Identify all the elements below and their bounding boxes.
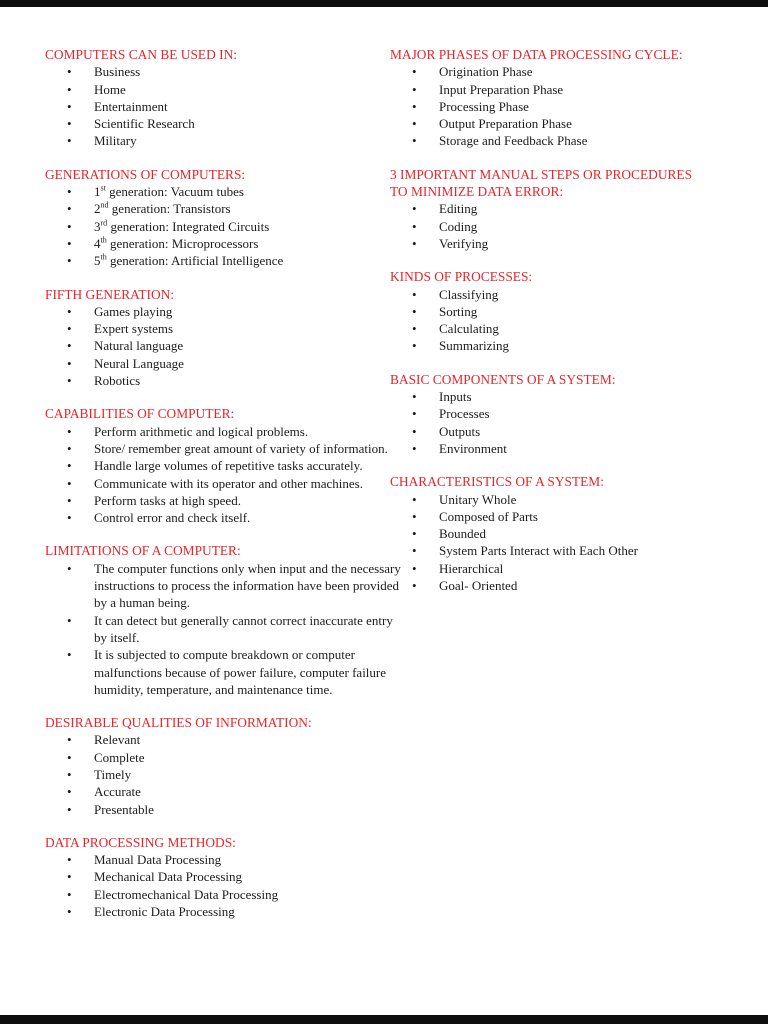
section-heading: FIFTH GENERATION: — [45, 286, 175, 302]
list-item: • Business — [45, 63, 403, 80]
list-item: • Store/ remember great amount of variety of information. — [45, 440, 403, 457]
section-heading: GENERATIONS OF COMPUTERS: — [45, 166, 246, 182]
list-item: • Verifying — [390, 235, 708, 252]
right-column — [390, 46, 708, 610]
list-item: • Calculating — [390, 320, 708, 337]
list-item: • Summarizing — [390, 337, 708, 354]
section — [45, 542, 403, 698]
list-item: • Accurate — [45, 783, 403, 800]
list-item: • Input Preparation Phase — [390, 81, 708, 98]
list-item: • Electronic Data Processing — [45, 903, 403, 920]
list-item: • Military — [45, 132, 403, 149]
section — [45, 834, 403, 920]
section-heading: CHARACTERISTICS OF A SYSTEM: — [390, 474, 604, 490]
section — [390, 473, 708, 594]
list-item: • Processing Phase — [390, 98, 708, 115]
ordinal-superscript: th — [100, 235, 107, 245]
bullet-list — [390, 388, 708, 457]
section-heading: DESIRABLE QUALITIES OF INFORMATION: — [45, 715, 312, 731]
list-item: • It can detect but generally cannot correct inaccurate entry by itself. — [45, 612, 403, 647]
section-heading: BASIC COMPONENTS OF A SYSTEM: — [390, 371, 616, 387]
bullet-list — [45, 423, 403, 527]
list-item: • 4th generation: Microprocessors — [45, 235, 403, 252]
list-item: • Classifying — [390, 286, 708, 303]
list-item: • Presentable — [45, 801, 403, 818]
list-item: • Entertainment — [45, 98, 403, 115]
ordinal-superscript: st — [100, 183, 106, 193]
section — [390, 46, 708, 150]
list-item: • Perform arithmetic and logical problems. — [45, 423, 403, 440]
list-item: • Complete — [45, 749, 403, 766]
ordinal-superscript: nd — [100, 201, 109, 211]
bullet-list — [390, 200, 708, 252]
section — [45, 405, 403, 526]
list-item: • Inputs — [390, 388, 708, 405]
list-item: • 2nd generation: Transistors — [45, 200, 403, 217]
list-item: • Robotics — [45, 372, 403, 389]
section-heading: DATA PROCESSING METHODS: — [45, 834, 236, 850]
list-item: • Timely — [45, 766, 403, 783]
bullet-list — [390, 491, 708, 595]
list-item: • Unitary Whole — [390, 491, 708, 508]
list-item: • Expert systems — [45, 320, 403, 337]
list-item: • Bounded — [390, 525, 708, 542]
list-item: • Environment — [390, 440, 708, 457]
list-item: • Perform tasks at high speed. — [45, 492, 403, 509]
list-item: • The computer functions only when input and the necessary instructions to process the information have been provided by a human being. — [45, 560, 403, 612]
bullet-list — [45, 63, 403, 149]
section — [45, 46, 403, 150]
ordinal-superscript: th — [100, 252, 107, 262]
section-heading: 3 IMPORTANT MANUAL STEPS OR PROCEDURES TO MINIMIZE DATA ERROR: — [390, 166, 693, 200]
section-heading: MAJOR PHASES OF DATA PROCESSING CYCLE: — [390, 47, 683, 62]
list-item: • Editing — [390, 200, 708, 217]
section — [390, 371, 708, 457]
section-heading: CAPABILITIES OF COMPUTER: — [45, 406, 235, 422]
list-item: • Electromechanical Data Processing — [45, 886, 403, 903]
list-item: • Scientific Research — [45, 115, 403, 132]
list-item: • Goal- Oriented — [390, 577, 708, 594]
list-item: • Manual Data Processing — [45, 851, 403, 868]
list-item: • It is subjected to compute breakdown or computer malfunctions because of power failure, computer failure humidity, temperature, and maintenance time. — [45, 646, 403, 698]
list-item: • 3rd generation: Integrated Circuits — [45, 218, 403, 235]
list-item: • Natural language — [45, 337, 403, 354]
viewer-bottom-bar — [0, 1015, 768, 1024]
section — [45, 166, 403, 270]
left-column — [45, 46, 403, 936]
section — [390, 268, 708, 354]
bullet-list — [390, 63, 708, 149]
bullet-list — [45, 303, 403, 389]
list-item: • Handle large volumes of repetitive tasks accurately. — [45, 457, 403, 474]
bullet-list — [45, 560, 403, 698]
ordinal-superscript: rd — [100, 218, 108, 228]
bullet-list — [390, 286, 708, 355]
list-item: • Coding — [390, 218, 708, 235]
bullet-list — [45, 731, 403, 817]
section-heading: LIMITATIONS OF A COMPUTER: — [45, 543, 241, 559]
list-item: • Hierarchical — [390, 560, 708, 577]
list-item: • Origination Phase — [390, 63, 708, 80]
list-item: • Sorting — [390, 303, 708, 320]
list-item: • Outputs — [390, 423, 708, 440]
list-item: • Mechanical Data Processing — [45, 868, 403, 885]
list-item: • Control error and check itself. — [45, 509, 403, 526]
list-item: • Games playing — [45, 303, 403, 320]
list-item: • 1st generation: Vacuum tubes — [45, 183, 403, 200]
bullet-list — [45, 851, 403, 920]
list-item: • System Parts Interact with Each Other — [390, 542, 708, 559]
section — [45, 286, 403, 390]
viewer-top-bar — [0, 0, 768, 7]
list-item: • Relevant — [45, 731, 403, 748]
list-item: • Home — [45, 81, 403, 98]
list-item: • Composed of Parts — [390, 508, 708, 525]
section-heading: KINDS OF PROCESSES: — [390, 269, 533, 285]
section-heading: COMPUTERS CAN BE USED IN: — [45, 47, 237, 62]
list-item: • Neural Language — [45, 355, 403, 372]
section — [390, 166, 708, 252]
list-item: • Processes — [390, 405, 708, 422]
list-item: • 5th generation: Artificial Intelligence — [45, 252, 403, 269]
section — [45, 714, 403, 818]
list-item: • Output Preparation Phase — [390, 115, 708, 132]
bullet-list — [45, 183, 403, 269]
list-item: • Storage and Feedback Phase — [390, 132, 708, 149]
list-item: • Communicate with its operator and other machines. — [45, 475, 403, 492]
document-page — [0, 7, 768, 1015]
